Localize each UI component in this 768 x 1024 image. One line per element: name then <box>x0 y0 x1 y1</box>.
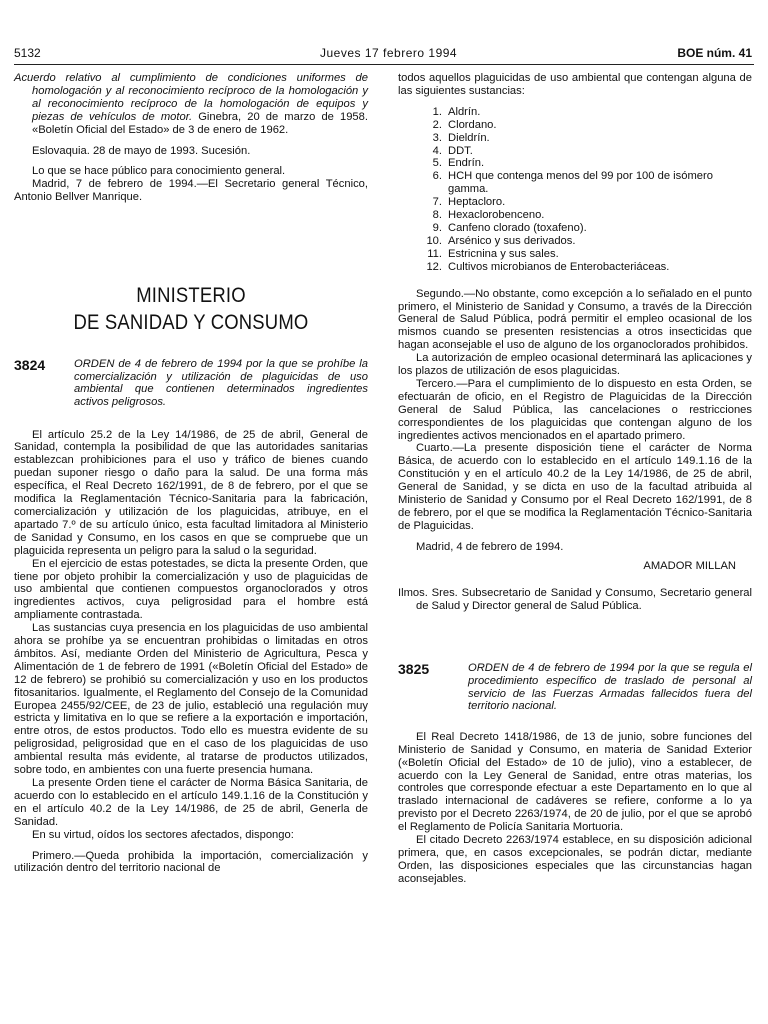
order-title: ORDEN de 4 de febrero de 1994 por la que se prohíbe la comercialización y utilización de plaguicidas de uso ambiental que contienen determinados ingredientes activos peligrosos. <box>74 358 368 408</box>
left-column <box>14 72 368 875</box>
list-item: 3. Dieldrín. <box>432 131 490 144</box>
list-item: 6. HCH que contenga menos del 99 por 100 de isómero gamma. <box>432 170 713 196</box>
paragraph: Las sustancias cuya presencia en los plaguicidas de uso ambiental ahora se prohíbe ya se encuentran prohibidas o limitadas en otros ámbitos. Así, mediante Orden del Ministerio de Agricultura, Pesca y Alimentación de 1 de febrero de 1991 («Boletín Oficial del Estado» de 12 de febrero) se prohibió su comercialización y uso en los productos fitosanitarios. Igualmente, el Reglamento del Consejo de la Comunidad Europea 2455/92/CEE, de 23 de julio, estableció una regulación muy estricta y limitativa en lo que se refiere a la exportación e importación, entre otros, de estos productos. Todo ello es muestra evidente de su peligrosidad, peligrosidad que en el caso de los plaguicidas de uso ambiental resulta más evidente, al tratarse de productos utilizados, sobre todo, en ambientes con una fuerte presencia humana. <box>14 622 368 777</box>
list-item: 10. Arsénico y sus derivados. <box>426 234 576 247</box>
list-item: 2. Clordano. <box>432 118 497 131</box>
ministry-heading <box>35 282 347 336</box>
paragraph: El citado Decreto 2263/1974 establece, en su disposición adicional primera, que, en casos excepcionales, se podrán dictar, mediante Orden, las disposiciones especiales que las circunstancias hagan aconsejables. <box>398 834 752 885</box>
order-3825-heading <box>398 662 752 712</box>
ministry-line-1: MINISTERIO <box>136 284 246 308</box>
paragraph: Cuarto.—La presente disposición tiene el carácter de Norma Básica, de acuerdo con lo establecido en el artículo 149.1.16 de la Constitución y en el artículo 40.2 de la Ley 14/1986, de 25 de abril, General de Sanidad, y se dicta en uso de la facultad atribuida al Ministerio de Sanidad y Consumo por el Real Decreto 162/1991, de 8 de febrero, por el que se modifica la Reglamentación Técnico-Sanitaria de Plaguicidas. <box>398 442 752 532</box>
list-item: 1. Aldrín. <box>432 105 481 118</box>
list-item: 5. Endrín. <box>432 157 485 170</box>
order-title: ORDEN de 4 de febrero de 1994 por la que se regula el procedimiento específico de traslado de personal al servicio de las Fuerzas Armadas fallecidos fuera del territorio nacional. <box>468 662 752 713</box>
paragraph: Tercero.—Para el cumplimiento de lo dispuesto en esta Orden, se efectuarán de oficio, en el Registro de Plaguicidas de la Dirección General de Salud Pública, las cancelaciones o restricciones correspondientes de los plaguicidas que contengan alguno de los ingredientes activos mencionados en el apartado primero. <box>398 377 752 442</box>
boe-number: BOE núm. 41 <box>677 46 752 60</box>
order-3824-heading <box>14 358 368 408</box>
paragraph: Primero.—Queda prohibida la importación, comercialización y utilización dentro del territorio nacional de <box>14 849 368 875</box>
paragraph: En el ejercicio de estas potestades, se dicta la presente Orden, que tiene por objeto prohibir la comercialización y uso de plaguicidas de uso ambiental que contienen compuestos organoclorados y otros ingredientes activos, cuya peligrosidad para el hombre está ampliamente contrastada. <box>14 557 368 622</box>
agreement-reference: Ginebra, 20 de marzo de 1958. «Boletín Oficial del Estado» de 3 de enero de 1962. <box>32 110 368 136</box>
paragraph: El artículo 25.2 de la Ley 14/1986, de 25 de abril, General de Sanidad, contempla la posibilidad de que las autoridades sanitarias establezcan prohibiciones para el uso y tráfico de bienes cuando puedan suponer riesgo o daño para la salud. De una forma más específica, el Real Decreto 162/1991, de 8 de febrero, por el que se modifica la Reglamentación Técnico-Sanitaria para la fabricación, comercialización y utilización de los plaguicidas, atribuye, en el apartado 7.º de su artículo único, esta facultad limitadora al Ministerio de Sanidad y Consumo, en los casos en que se compruebe que un plaguicida representa un peligro para la salud o la seguridad. <box>14 428 368 557</box>
agreement-entry <box>14 72 368 137</box>
signoff: Madrid, 7 de febrero de 1994.—El Secretario general Técnico, Antonio Bellver Manrique. <box>14 178 368 204</box>
agreement-title: Acuerdo relativo al cumplimiento de condiciones uniformes de homologación y al reconocimiento recíproco de la homologación y al reconocimiento recíproco de la homologación de equipos y piezas de vehículos de motor. <box>14 72 368 123</box>
order-3824-body <box>14 429 368 876</box>
page-number: 5132 <box>14 46 41 60</box>
signer-name: AMADOR MILLAN <box>643 559 736 572</box>
paragraph: La presente Orden tiene el carácter de Norma Básica Sanitaria, de acuerdo con lo establecido en el artículo 149.1.16 de la Constitución y en el artículo 40.2 de la Ley 14/1986, de 25 de abril, Generla de Sanidad. <box>14 777 368 828</box>
substance-list <box>398 106 752 274</box>
paragraph: El Real Decreto 1418/1986, de 13 de junio, sobre funciones del Ministerio de Sanidad y Consumo, en materia de Sanidad Exterior («Boletín Oficial del Estado» de 10 de julio), vino a establecer, de acuerdo con la Ley General de Sanidad, entre otras materias, los controles que corresponde efectuar a este Departamento en lo que al traslado internacional de cadáveres se refiere, conforme a lo ya previsto por el Decreto 2263/1974, de 20 de julio, por el que se aprobó el Reglamento de Policía Sanitaria Mortuoria. <box>398 730 752 834</box>
list-item: 9. Canfeno clorado (toxafeno). <box>432 221 587 234</box>
order-3825-body <box>398 731 752 886</box>
list-item: 11. Estricnina y sus sales. <box>427 247 559 260</box>
issue-date: Jueves 17 febrero 1994 <box>320 46 458 60</box>
page-header <box>14 46 754 65</box>
place-date: Madrid, 4 de febrero de 1994. <box>416 540 564 553</box>
substances-intro: todos aquellos plaguicidas de uso ambiental que contengan alguna de las siguientes sustancias: <box>398 72 752 97</box>
list-item: 12. Cultivos microbianos de Enterobacteriáceas. <box>426 260 670 273</box>
paragraph: En su virtud, oídos los sectores afectados, dispongo: <box>32 828 294 841</box>
order-number: 3825 <box>398 661 430 678</box>
list-item: 8. Hexaclorobenceno. <box>432 209 545 222</box>
publication-note: Lo que se hace público para conocimiento general. <box>32 165 286 178</box>
addressees: Ilmos. Sres. Subsecretario de Sanidad y Consumo, Secretario general de Salud y Director general de Salud Pública. <box>398 586 752 612</box>
slovakia-entry: Eslovaquia. 28 de mayo de 1993. Sucesión. <box>32 144 251 157</box>
right-column <box>398 72 752 886</box>
ministry-line-2: DE SANIDAD Y CONSUMO <box>73 311 309 335</box>
paragraph: La autorización de empleo ocasional determinará las aplicaciones y los plazos de utilización de esos plaguicidas. <box>398 352 752 378</box>
order-number: 3824 <box>14 357 46 374</box>
paragraph: Segundo.—No obstante, como excepción a lo señalado en el punto primero, el Ministerio de Sanidad y Consumo, a través de la Dirección General de Salud Pública, podrá permitir el empleo ocasional de los mismos cuando se presenten resistencias a otros insecticidas que hagan aconsejable el uso de alguno de los organoclorados prohibidos. <box>398 287 752 352</box>
list-item: 4. DDT. <box>432 144 473 157</box>
list-item: 7. Heptacloro. <box>432 196 506 209</box>
